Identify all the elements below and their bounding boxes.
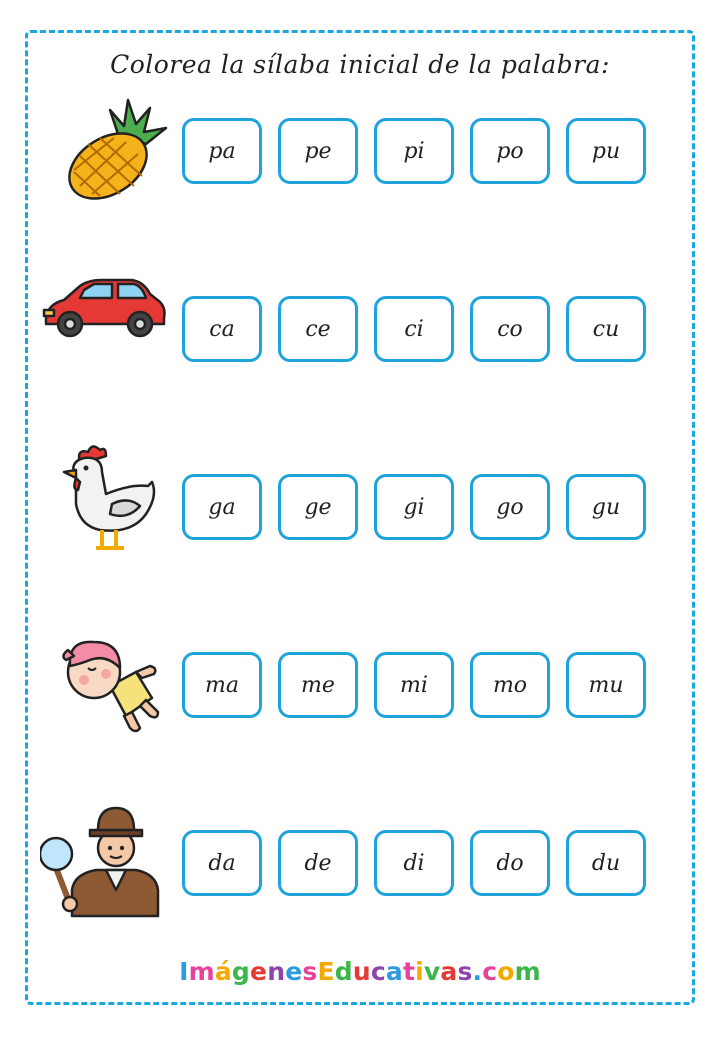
watermark-letter: c xyxy=(370,957,386,986)
syllable-box[interactable]: ma xyxy=(182,652,262,718)
syllable-box[interactable]: de xyxy=(278,830,358,896)
watermark-letter: u xyxy=(352,957,371,986)
syllable-box[interactable]: mi xyxy=(374,652,454,718)
watermark-letter: t xyxy=(402,957,416,986)
watermark-letter: s xyxy=(302,957,318,986)
watermark-letter: E xyxy=(317,957,335,986)
syllable-row-1 xyxy=(0,118,720,190)
syllable-box[interactable]: me xyxy=(278,652,358,718)
detective-icon xyxy=(40,794,170,924)
syllable-box[interactable]: di xyxy=(374,830,454,896)
syllable-box[interactable]: du xyxy=(566,830,646,896)
syllable-box[interactable]: pi xyxy=(374,118,454,184)
watermark-letter: e xyxy=(250,957,268,986)
syllable-row-5 xyxy=(0,830,720,902)
syllable-box[interactable]: ce xyxy=(278,296,358,362)
watermark-letter: á xyxy=(214,957,232,986)
syllable-box[interactable]: mo xyxy=(470,652,550,718)
watermark-letter: m xyxy=(188,957,215,986)
syllable-box[interactable]: po xyxy=(470,118,550,184)
watermark-letter: . xyxy=(472,957,483,986)
watermark-letter: v xyxy=(423,957,441,986)
syllable-box[interactable]: co xyxy=(470,296,550,362)
syllable-box[interactable]: pa xyxy=(182,118,262,184)
pineapple-icon xyxy=(40,82,170,212)
syllable-box[interactable]: ge xyxy=(278,474,358,540)
syllable-box[interactable]: gi xyxy=(374,474,454,540)
syllable-box[interactable]: do xyxy=(470,830,550,896)
doll-icon xyxy=(40,616,170,746)
watermark-letter: e xyxy=(285,957,303,986)
worksheet-title: Colorea la sílaba inicial de la palabra: xyxy=(110,50,610,79)
syllable-box[interactable]: pu xyxy=(566,118,646,184)
watermark-letter: n xyxy=(267,957,286,986)
syllable-row-3 xyxy=(0,474,720,546)
watermark-letter: a xyxy=(385,957,403,986)
watermark-letter: o xyxy=(497,957,515,986)
watermark-letter: s xyxy=(457,957,473,986)
syllable-box[interactable]: gu xyxy=(566,474,646,540)
car-icon xyxy=(40,260,170,390)
syllable-box[interactable]: ci xyxy=(374,296,454,362)
syllable-box[interactable]: cu xyxy=(566,296,646,362)
syllable-box[interactable]: go xyxy=(470,474,550,540)
syllable-row-4 xyxy=(0,652,720,724)
syllable-box[interactable]: mu xyxy=(566,652,646,718)
syllable-box[interactable]: pe xyxy=(278,118,358,184)
syllable-box[interactable]: ga xyxy=(182,474,262,540)
syllable-box[interactable]: da xyxy=(182,830,262,896)
syllable-box[interactable]: ca xyxy=(182,296,262,362)
watermark-letter: g xyxy=(231,957,251,986)
syllable-row-2 xyxy=(0,296,720,368)
watermark-letter: d xyxy=(334,957,353,986)
watermark-letter: a xyxy=(440,957,458,986)
watermark-letter: m xyxy=(514,957,541,986)
watermark-letter: c xyxy=(482,957,498,986)
hen-icon xyxy=(40,438,170,568)
site-watermark xyxy=(0,957,720,986)
watermark-letter: I xyxy=(179,957,189,986)
watermark-letter: i xyxy=(415,957,424,986)
